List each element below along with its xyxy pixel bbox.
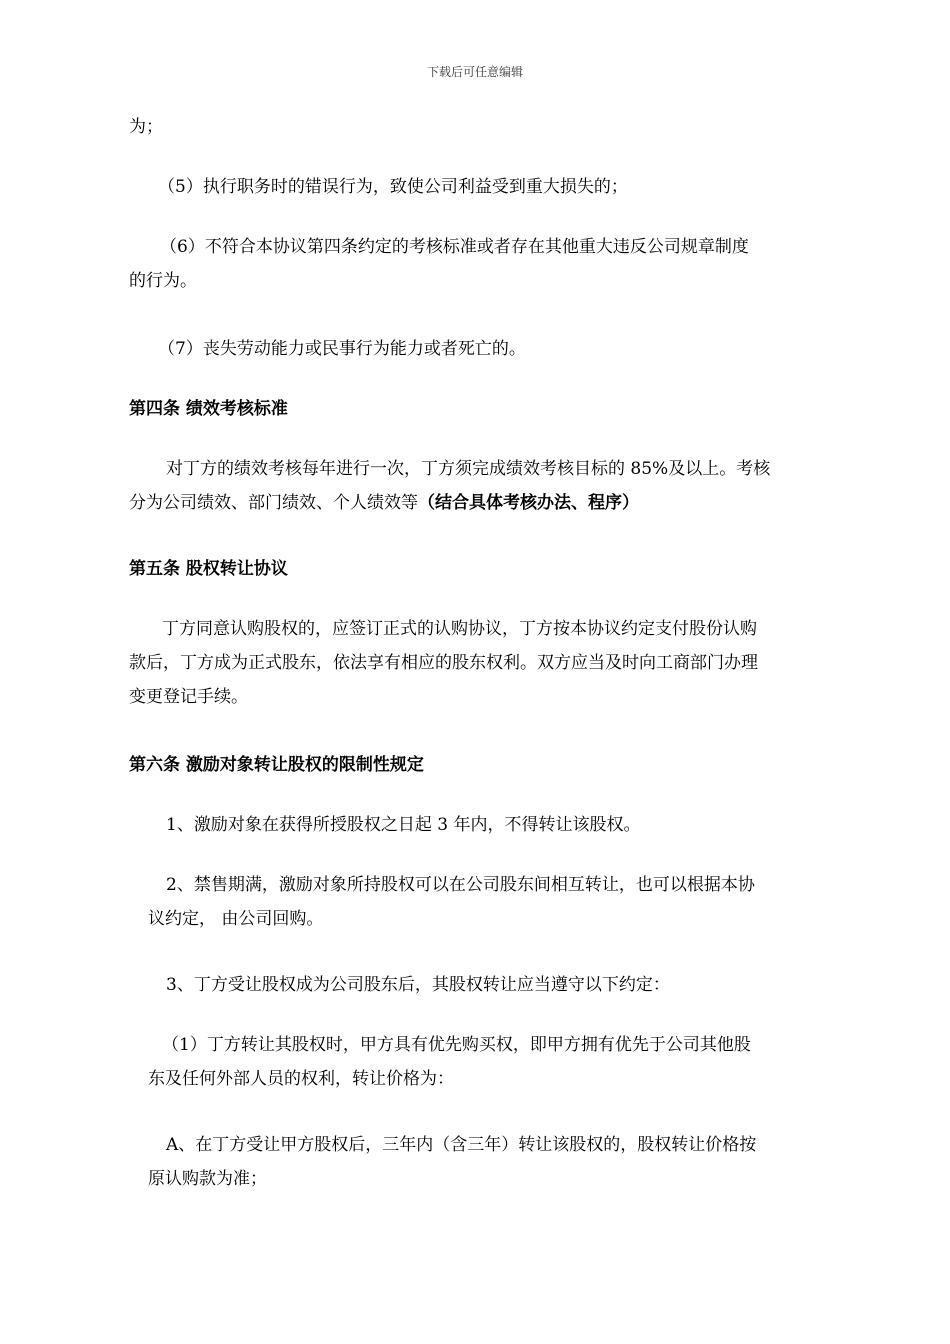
restriction-item-1 bbox=[166, 808, 640, 842]
paragraph-line: （5）执行职务时的错误行为，致使公司利益受到重大损失的； bbox=[158, 177, 628, 197]
paragraph-line: 丁方同意认购股权的，应签订正式的认购协议，丁方按本协议约定支付股份认购 bbox=[162, 619, 757, 639]
paragraph-line: 议约定， 由公司回购。 bbox=[148, 909, 324, 929]
section-heading-article-4: 第四条 绩效考核标准 bbox=[129, 399, 288, 419]
section-heading-article-6: 第六条 激励对象转让股权的限制性规定 bbox=[129, 755, 424, 775]
paragraph-line: 的行为。 bbox=[129, 271, 197, 291]
paragraph-line: 为； bbox=[129, 117, 163, 137]
paragraph-line: （7）丧失劳动能力或民事行为能力或者死亡的。 bbox=[158, 339, 526, 359]
restriction-item-3 bbox=[166, 968, 670, 1002]
paragraph-line: （1）丁方转让其股权时，甲方具有优先购买权，即甲方拥有优先于公司其他股 bbox=[162, 1035, 751, 1055]
text-bold: （结合具体考核办法、程序） bbox=[418, 493, 639, 513]
paragraph-share-transfer bbox=[129, 612, 758, 714]
paragraph-line: 变更登记手续。 bbox=[129, 687, 248, 707]
paragraph-line: 东及任何外部人员的权利，转让价格为： bbox=[148, 1069, 454, 1089]
paragraph-line: 1、激励对象在获得所授股权之日起 3 年内，不得转让该股权。 bbox=[166, 815, 641, 835]
clause-item-5 bbox=[158, 170, 628, 204]
paragraph-line: 原认购款为准； bbox=[148, 1169, 267, 1189]
page-header: 下载后可任意编辑 bbox=[426, 65, 523, 79]
paragraph-line: 2、禁售期满，激励对象所持股权可以在公司股东间相互转让，也可以根据本协 bbox=[166, 875, 755, 895]
section-heading-article-5: 第五条 股权转让协议 bbox=[129, 559, 288, 579]
text-normal: 分为公司绩效、部门绩效、个人绩效等 bbox=[129, 493, 418, 513]
restriction-subitem-1 bbox=[148, 1028, 751, 1096]
paragraph-line bbox=[129, 486, 770, 520]
paragraph-line: 款后，丁方成为正式股东，依法享有相应的股东权利。双方应当及时向工商部门办理 bbox=[129, 653, 758, 673]
paragraph-line: 3、丁方受让股权成为公司股东后，其股权转让应当遵守以下约定： bbox=[166, 975, 670, 995]
paragraph-line: 对丁方的绩效考核每年进行一次，丁方须完成绩效考核目标的 85%及以上。考核 bbox=[166, 459, 771, 479]
paragraph-line: （6）不符合本协议第四条约定的考核标准或者存在其他重大违反公司规章制度 bbox=[160, 237, 749, 257]
clause-item-6 bbox=[129, 230, 749, 298]
paragraph-continuation bbox=[129, 110, 163, 144]
paragraph-line: A、在丁方受让甲方股权后，三年内（含三年）转让该股权的，股权转让价格按 bbox=[166, 1135, 757, 1155]
restriction-item-2 bbox=[148, 868, 755, 936]
clause-item-7 bbox=[158, 332, 526, 366]
paragraph-performance bbox=[129, 452, 770, 520]
restriction-subitem-a bbox=[148, 1128, 756, 1196]
